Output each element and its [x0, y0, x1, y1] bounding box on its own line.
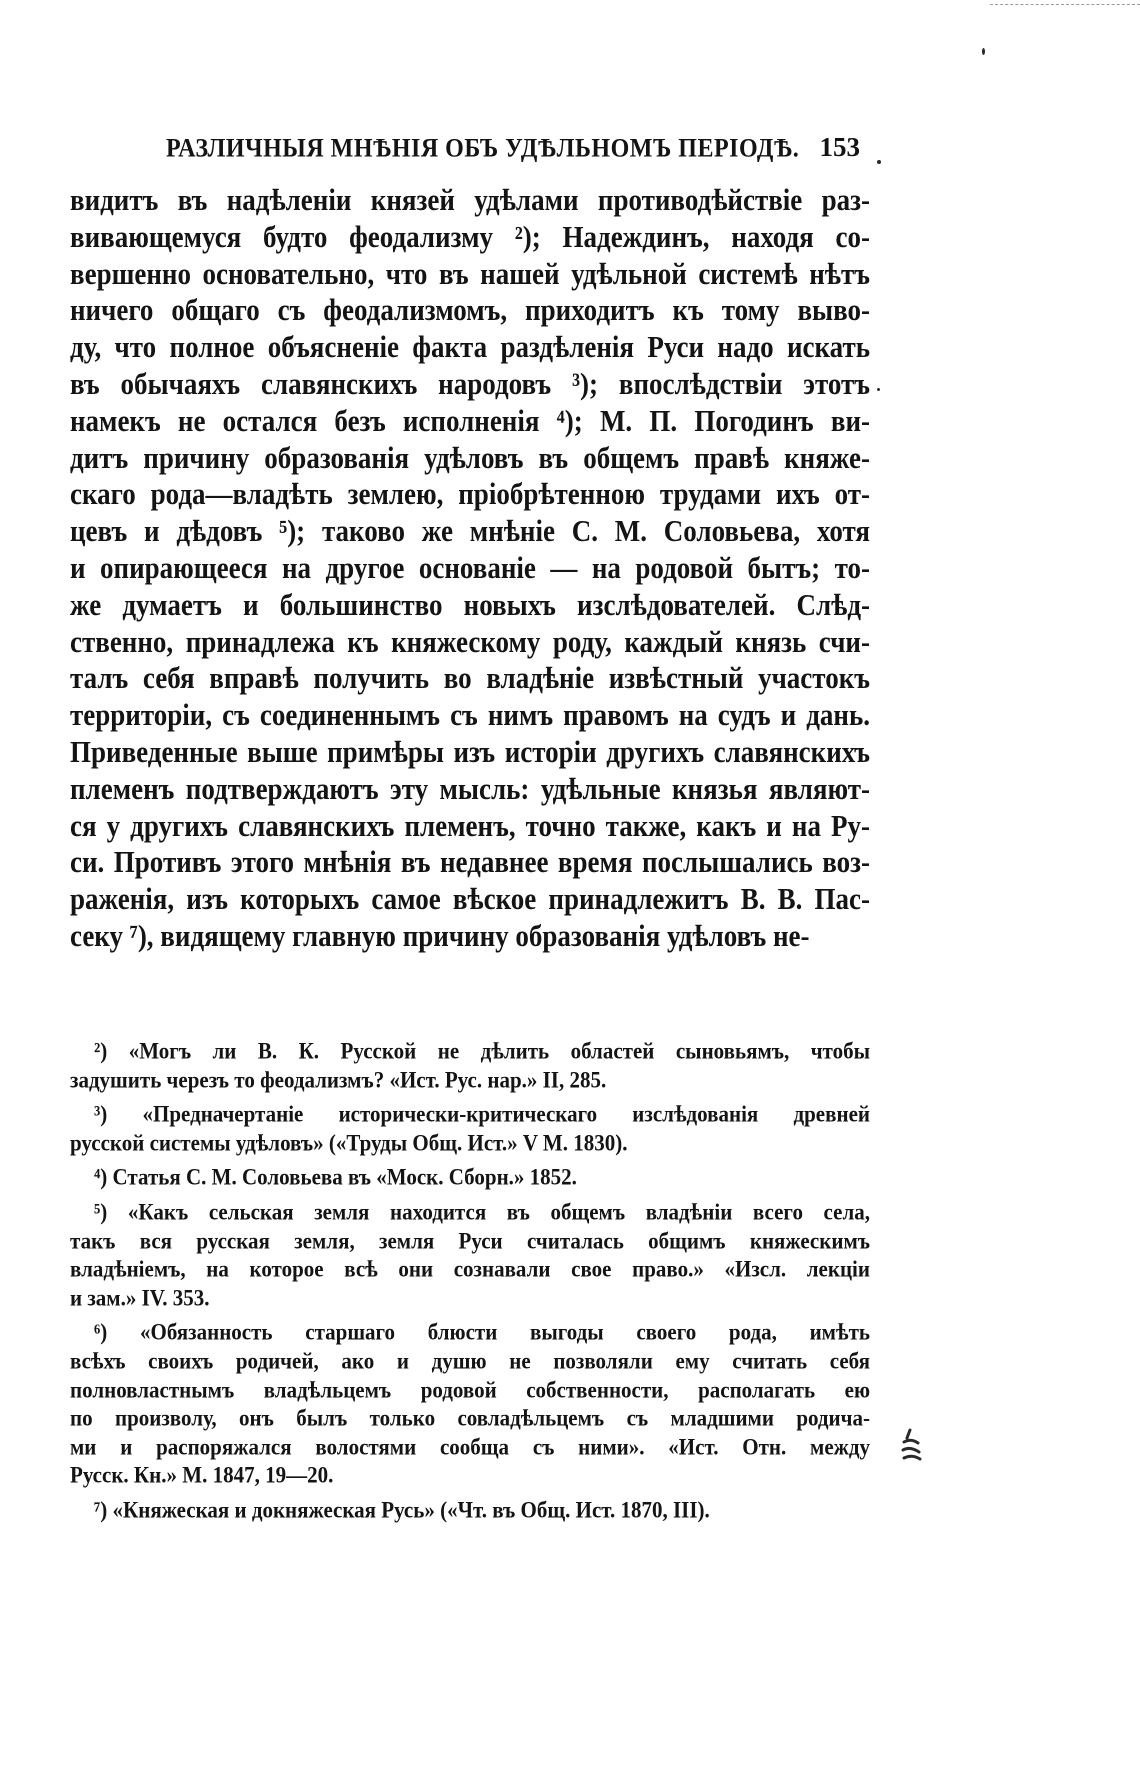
body-line: и опирающееся на другое основаніе — на родовой бытъ; то- — [70, 551, 870, 585]
body-line: ся у другихъ славянскихъ племенъ, точно также, какъ и на Ру- — [70, 808, 870, 843]
ink-speck — [877, 160, 881, 164]
footnote-6 — [70, 1318, 870, 1490]
running-head: РАЗЛИЧНЫЯ МНѢНІЯ ОБЪ УДѢЛЬНОМЪ ПЕРІОДѢ. — [166, 134, 800, 164]
ink-speck — [877, 388, 880, 391]
body-line: вивающемуся будто феодализму ²); Надеждинъ, находя со- — [70, 219, 870, 254]
footnote-2 — [70, 1037, 870, 1094]
footnote-line: задушить черезъ то феодализмъ? «Ист. Рус. нар.» II, 285. — [70, 1066, 607, 1093]
body-line: секу ⁷), видящему главную причину образованія удѣловъ не- — [70, 919, 810, 953]
footnote-line: такъ вся русская земля, земля Руси считалась общимъ княжескимъ — [70, 1227, 870, 1254]
footnote-line: владѣніемъ, на которое всѣ они сознавали свое право.» «Изсл. лекціи — [70, 1255, 870, 1283]
footnote-line: русской системы удѣловъ» («Труды Общ. Ист.» V М. 1830). — [70, 1129, 628, 1156]
footnote-line: ⁵) «Какъ сельская земля находится въ общемъ владѣніи всего села, — [94, 1198, 870, 1226]
footnote-line: Русск. Кн.» М. 1847, 19—20. — [70, 1462, 334, 1489]
page-number: 153 — [819, 132, 860, 162]
body-text — [70, 182, 870, 955]
body-line: Приведенные выше примѣры изъ исторіи другихъ славянскихъ — [70, 735, 870, 769]
body-line: дитъ причину образованія удѣловъ въ общемъ правѣ княже- — [70, 440, 870, 475]
body-line: раженія, изъ которыхъ самое вѣское принадлежитъ В. В. Пас- — [70, 882, 870, 916]
body-line: территоріи, съ соединеннымъ съ нимъ правомъ на судъ и дань. — [70, 698, 870, 732]
body-line: вершенно основательно, что въ нашей удѣльной системѣ нѣтъ — [70, 256, 870, 291]
body-line: племенъ подтверждаютъ эту мысль: удѣльные князья являют- — [70, 771, 870, 806]
body-line: цевъ и дѣдовъ ⁵); таково же мнѣніе С. М. Соловьева, хотя — [70, 514, 870, 548]
footnote-3 — [70, 1100, 870, 1157]
footnote-line: ⁶) «Обязанность старшаго блюсти выгоды своего рода, имѣть — [94, 1319, 870, 1346]
footnote-line: по произволу, онъ былъ только совладѣльцемъ съ младшими родича- — [70, 1404, 870, 1432]
footnote-line: ⁷) «Княжеская и докняжеская Русь» («Чт. въ Общ. Ист. 1870, III). — [94, 1496, 710, 1524]
page-header — [160, 128, 860, 168]
margin-mark-icon — [898, 1428, 924, 1462]
footnote-7 — [70, 1496, 870, 1525]
body-line: талъ себя вправѣ получить во владѣніе извѣстный участокъ — [70, 661, 870, 696]
body-line: намекъ не остался безъ исполненія ⁴); М. П. Погодинъ ви- — [70, 403, 870, 438]
footnotes — [70, 1037, 870, 1525]
footnote-5 — [70, 1198, 870, 1312]
footnote-line: полновластнымъ владѣльцемъ родовой собственности, располагать ею — [70, 1376, 870, 1403]
body-line: ду, что полное объясненіе факта раздѣленія Руси надо искать — [70, 330, 870, 364]
scan-edge-mark — [990, 4, 1140, 5]
body-line: видитъ въ надѣленіи князей удѣлами противодѣйствіе раз- — [70, 183, 870, 217]
body-line: ственно, принадлежа къ княжескому роду, каждый князь счи- — [70, 624, 870, 659]
footnote-4 — [70, 1163, 870, 1192]
footnote-line: ²) «Могъ ли В. К. Русской не дѣлить областей сыновьямъ, чтобы — [94, 1037, 870, 1065]
footnote-line: ⁴) Статья С. М. Соловьева въ «Моск. Сборн.» 1852. — [94, 1164, 577, 1191]
footnote-line: ми и распоряжался волостями сообща съ ними». «Ист. Отн. между — [70, 1433, 870, 1460]
body-line: си. Противъ этого мнѣнія въ недавнее время послышались воз- — [70, 845, 870, 880]
ink-speck — [982, 48, 985, 55]
footnote-line: всѣхъ своихъ родичей, ако и душю не позволяли ему считать себя — [70, 1347, 870, 1375]
body-line: скаго рода—владѣть землею, пріобрѣтенною трудами ихъ от- — [70, 477, 870, 512]
body-line: въ обычаяхъ славянскихъ народовъ ³); впослѣдствіи этотъ — [70, 367, 870, 401]
body-line: ничего общаго съ феодализмомъ, приходитъ къ тому выво- — [70, 293, 870, 328]
footnote-line: ³) «Предначертаніе исторически-критическаго изслѣдованія древней — [94, 1100, 870, 1128]
footnote-line: и зам.» IV. 353. — [70, 1284, 210, 1311]
body-line: же думаетъ и большинство новыхъ изслѣдователей. Слѣд- — [70, 587, 870, 622]
